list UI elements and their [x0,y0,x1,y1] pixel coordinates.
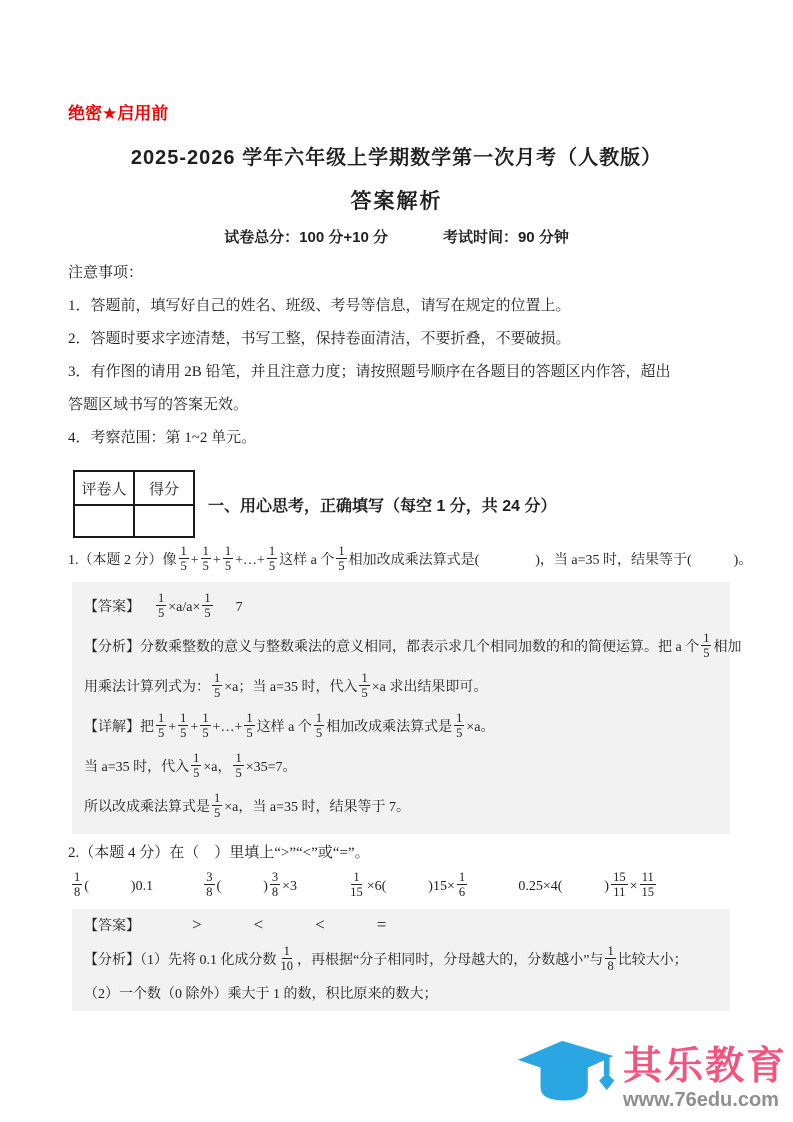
grader-table-header-row [74,471,194,505]
notice-section [68,257,753,455]
notice-item-1: 1．答题前，填写好自己的姓名、班级、考号等信息，请写在规定的位置上。 [68,298,571,314]
exam-meta [0,227,793,248]
q2-answer-3: < [315,915,325,934]
comparison-item-2: $\frac{3}{8}$ ( ) $\frac{3}{8}$ ×3 [206,869,298,900]
brand-url: www.76edu.com [622,1089,779,1111]
notice-item-4: 4．考察范围：第 1~2 单元。 [68,430,257,446]
question-2-comparisons [70,867,658,907]
notice-title: 注意事项： [68,265,144,281]
score-header-cell: 得分 [134,471,194,505]
q2-answer-line [84,911,718,941]
notice-item-2: 2．答题时要求字迹清楚，书写工整，保持卷面清洁，不要折叠，不要破损。 [68,331,571,347]
grader-table-empty-row [74,505,194,537]
section-1-heading: 一、用心思考，正确填写（每空 1 分，共 24 分） [208,498,557,515]
notice-item-3-continued: 答题区域书写的答案无效。 [68,397,249,413]
q2-answer-4: = [376,915,387,934]
question-2-answer-block [72,909,730,1011]
q2-answer-label: 【答案】 [84,919,140,934]
q2-analysis-line-2: （2）一个数（0 除外）乘大于 1 的数，积比原来的数大； [84,987,438,1002]
q1-detail-line-3: 所以改成乘法算式是 $\frac{1}{5}$ ×a，当 a=35 时，结果等于 7。 [84,790,410,821]
exam-time-label: 考试时间：90 分钟 [442,229,569,246]
answer-analysis-heading: 答案解析 [350,190,443,213]
question-1-text: 1.（本题 2 分）像 $\frac{1}{5}$ + $\frac{1}{5}$ + $\frac{1}{5}$ +…+ $\frac{1}{5}$ 这样 a 个 $\frac{1}{5}$ 相加改成乘法算式是( )，当 a=35 时，结果等于( )。 [68,543,753,574]
q1-detail-line-2: 当 a=35 时，代入 $\frac{1}{5}$ ×a， $\frac{1}{5}$ ×35=7。 [84,750,297,781]
brand-name: 其乐教育 [622,1045,787,1088]
q2-analysis-line-1: 【分析】（1）先将 0.1 化成分数 $\frac{1}{10}$ ，再根据“分子相同时，分母越大的，分数越小”与 $\frac{1}{8}$ 比较大小； [84,943,688,974]
q1-analysis-line-2: 用乘法计算列式为： $\frac{1}{5}$ ×a；当 a=35 时，代入 $\frac{1}{5}$ ×a 求出结果即可。 [84,670,488,701]
graduation-cap-icon [515,1034,619,1114]
grader-empty-cell [74,505,134,537]
q2-answer-2: < [253,915,264,934]
exam-title: 2025-2026 学年六年级上学期数学第一次月考（人教版） [130,147,663,169]
total-score-label: 试卷总分：100 分+10 分 [224,229,388,246]
grader-header-cell: 评卷人 [74,471,134,505]
score-empty-cell [134,505,194,537]
brand-watermark [515,1034,787,1114]
grader-section [73,470,753,538]
comparison-item-4: 0.25×4( ) $\frac{15}{11}$ × $\frac{11}{15}$ [518,869,654,900]
question-2-text: 2.（本题 4 分）在（ ）里填上“>”“<”或“=”。 [68,845,370,861]
q1-analysis-line-1: 【分析】分数乘整数的意义与整数乘法的意义相同，都表示求几个相同加数的和的简便运算。把 a 个 $\frac{1}{5}$ 相加 [84,630,742,661]
comparison-item-3: $\frac{1}{15}$ ×6( )15× $\frac{1}{6}$ [350,869,466,900]
q1-answer-line: 【答案】 $\frac{1}{5}$ ×a/a× $\frac{1}{5}$ 7 [84,590,243,621]
brand-text-block [623,1046,787,1114]
secret-label: 绝密★启用前 [68,104,169,123]
question-1-answer-block [72,582,742,834]
q1-detail-line-1: 【详解】把 $\frac{1}{5}$ + $\frac{1}{5}$ + $\frac{1}{5}$ +…+ $\frac{1}{5}$ 这样 a 个 $\frac{1}{5}$ 相加改成乘法算式是 $\frac{1}{5}$ ×a。 [84,710,495,741]
notice-item-3: 3．有作图的请用 2B 铅笔，并且注意力度；请按照题号顺序在各题目的答题区内作答，超出 [68,364,671,380]
comparison-item-1: $\frac{1}{8}$ ( )0.1 [74,869,154,900]
grader-score-table [73,470,195,538]
q2-answer-1: > [192,915,202,934]
